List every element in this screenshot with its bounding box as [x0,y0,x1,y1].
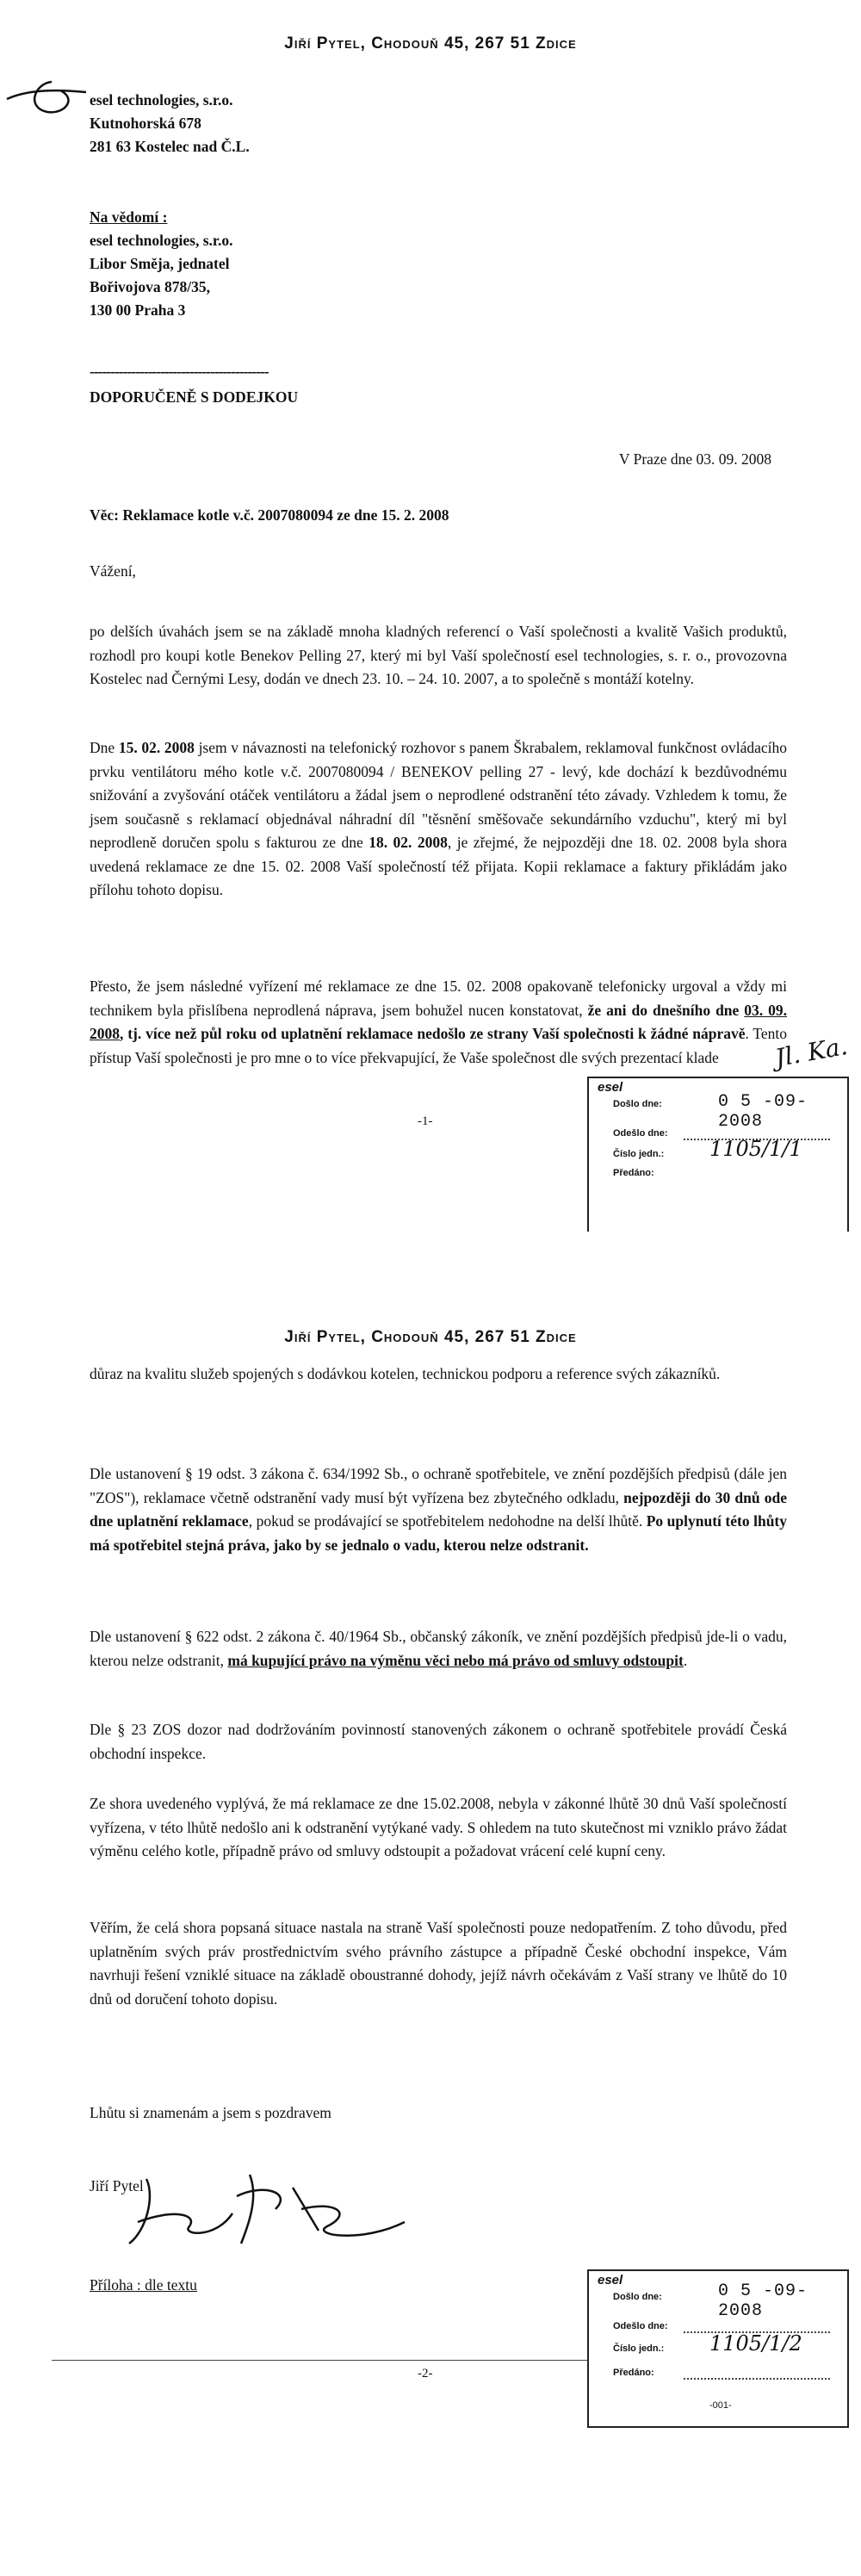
paragraph-continued: důraz na kvalitu služeb spojených s dodávkou kotelen, technickou podporu a reference svých zákazníků. [90,1365,721,1382]
closing-line: Lhůtu si znamenám a jsem s pozdravem [90,2104,331,2121]
page-number: -2- [418,2367,433,2380]
cc-label: Na vědomí : [90,208,168,226]
recipient-line: Kutnohorská 678 [90,115,201,132]
letter-page-2 [0,1232,861,2576]
paragraph-conclusion: Ze shora uvedeného vyplývá, že má reklamace ze dne 15.02.2008, nebyla v zákonné lhůtě 30 dnů Vaší společností vyřízena, v této lhůtě nedošlo ani k odstranění vytýkané vady. S ohledem na tuto skutečnost mi vzniklo právo žádat výměnu celého kotle, případně právo od smluvy odstoupit a požadovat vrácení celé kupní ceny. [90,1795,787,1859]
stamp-ref-handwritten: 1105/1/2 [709,2331,802,2356]
salutation: Vážení, [90,562,136,580]
stamp-brand: esel [598,2273,623,2287]
stamp-ref-handwritten: 1105/1/1 [709,1137,802,1161]
letter-page-1 [0,0,861,1232]
stamp-received-label: Došlo dne: [613,2292,662,2302]
cc-line: 130 00 Praha 3 [90,301,186,319]
letterhead: Jiří Pytel, Chodouň 45, 267 51 Zdice [284,34,577,53]
attachment-note: Příloha : dle textu [90,2276,197,2294]
stamp-received-date: 0 5 -09- 2008 [718,1092,808,1132]
paragraph-2: Dne 15. 02. 2008 jsem v návaznosti na telefonický rozhovor s panem Škrabalem, reklamoval funkčnost ovládacího prvku ventilátoru mého kotle v.č. 2007080094 / BENEKOV pelling 27 - levý, kde dochází k bezdůvodnému snižování a zvyšování otáček ventilátoru a žádal jsem o neprodlené odstranění této závady. Vzhledem k tomu, že jsem současně s reklamací objednával náhradní díl "těsnění směšovače sekundárního vzduchu", který mi byl neprodleně doručen spolu s fakturou ze dne 18. 02. 2008, je zřejmé, že nejpozději dne 18. 02. 2008 byla shora uvedená reklamace ze dne 15. 02. 2008 Vaší společností též přijata. Kopii reklamace a faktury přikládám jako přílohu tohoto dopisu. [90,739,788,898]
cc-line: Libor Směja, jednatel [90,255,230,272]
paragraph-inspection: Dle § 23 ZOS dozor nad dodržováním povinností stanovených zákonem o ochraně spotřebitele provádí Česká obchodní inspekce. [90,1721,787,1762]
stamp-sent-label: Odešlo dne: [613,1128,668,1139]
recipient-line: esel technologies, s.r.o. [90,91,233,109]
cc-line: Bořivojova 878/35, [90,278,210,295]
paragraph-civil-code: Dle ustanovení § 622 odst. 2 zákona č. 40/1964 Sb., občanský zákoník, ve znění pozdějších předpisů jde-li o vadu, kterou nelze odstranit, má kupující právo na výměnu věci nebo má právo od smluvy odstoupit. [90,1628,787,1669]
paragraph-proposal: Věřím, že celá shora popsaná situace nastala na straně Vaší společnosti pouze nedopatřením. Z toho důvodu, před uplatněním svých práv prostřednictvím svého právního zástupce a případně České obchodní inspekce, Vám navrhuji řešení vzniklé situace na základě oboustranné dohody, jejíž návrh očekávám z Vaší strany ve lhůtě do 10 dnů od doručení tohoto dopisu. [90,1919,787,2008]
stamp-received-label: Došlo dne: [613,1099,662,1109]
registered-mail-note: DOPORUČENĚ S DODEJKOU [90,388,299,406]
stamp-sent-label: Odešlo dne: [613,2321,668,2331]
signer-name: Jiří Pytel [90,2177,144,2194]
cc-block [90,206,233,322]
stamp-ref-label: Číslo jedn.: [613,1149,665,1159]
stamp-brand: esel [598,1080,623,1095]
separator-line: ------------------------------------------- [90,363,269,380]
paragraph-1: po delších úvahách jsem se na základě mnoha kladných referencí o Vaší společnosti a kvalitě Vašich produktů, rozhodl pro koupi kotle Benekov Pelling 27, který mi byl Vaší společností esel technologies, s. r. o., provozovna Kostelec nad Černými Lesy, dodán ve dnech 23. 10. – 24. 10. 2007, a to společně s montáží kotelny. [90,623,787,687]
stamp-ref-label: Číslo jedn.: [613,2343,665,2354]
stamp-handed-label: Předáno: [613,2368,654,2378]
stamp-handed-label: Předáno: [613,1168,654,1178]
stamp-received-date: 0 5 -09- 2008 [718,2281,808,2321]
place-date: V Praze dne 03. 09. 2008 [618,450,771,468]
paragraph-consumer-law: Dle ustanovení § 19 odst. 3 zákona č. 634/1992 Sb., o ochraně spotřebitele, ve znění pozdějších předpisů (dále jen "ZOS"), reklamace včetně odstranění vady musí být vyřízena bez zbytečného odkladu, nejpozději do 30 dnů ode dne uplatnění reklamace, pokud se prodávající se spotřebitelem nedohodne na delší lhůtě. Po uplynutí této lhůty má spotřebitel stejná práva, jako by se jednalo o vadu, kterou nelze odstranit. [90,1465,788,1554]
handwritten-signature [121,2162,430,2256]
stamp-number: -001- [709,2400,732,2411]
cc-line: esel technologies, s.r.o. [90,232,233,249]
pen-scribble-mark [0,73,95,125]
page-number: -1- [418,1114,433,1128]
handwritten-initials: Jl. Ka. [772,1031,850,1073]
intake-stamp [587,2269,849,2428]
recipient-address [90,89,250,158]
letterhead: Jiří Pytel, Chodouň 45, 267 51 Zdice [284,1328,577,1346]
subject-line: Věc: Reklamace kotle v.č. 2007080094 ze dne 15. 2. 2008 [90,506,449,524]
paragraph-3: Přesto, že jsem následné vyřízení mé reklamace ze dne 15. 02. 2008 opakovaně telefonicky urgoval a vždy mi technikem byla přislíbena neprodlená náprava, jsem bohužel nucen konstatovat, že ani do dnešního dne 03. 09. 2008, tj. více než půl roku od uplatnění reklamace nedošlo ze strany Vaší společnosti k žádné nápravě. Tento přístup Vaší společnosti je pro mne o to více překvapující, že Vaše společnost dle svých prezentací klade [90,978,788,1066]
recipient-line: 281 63 Kostelec nad Č.L. [90,138,250,155]
intake-stamp [587,1077,849,1233]
